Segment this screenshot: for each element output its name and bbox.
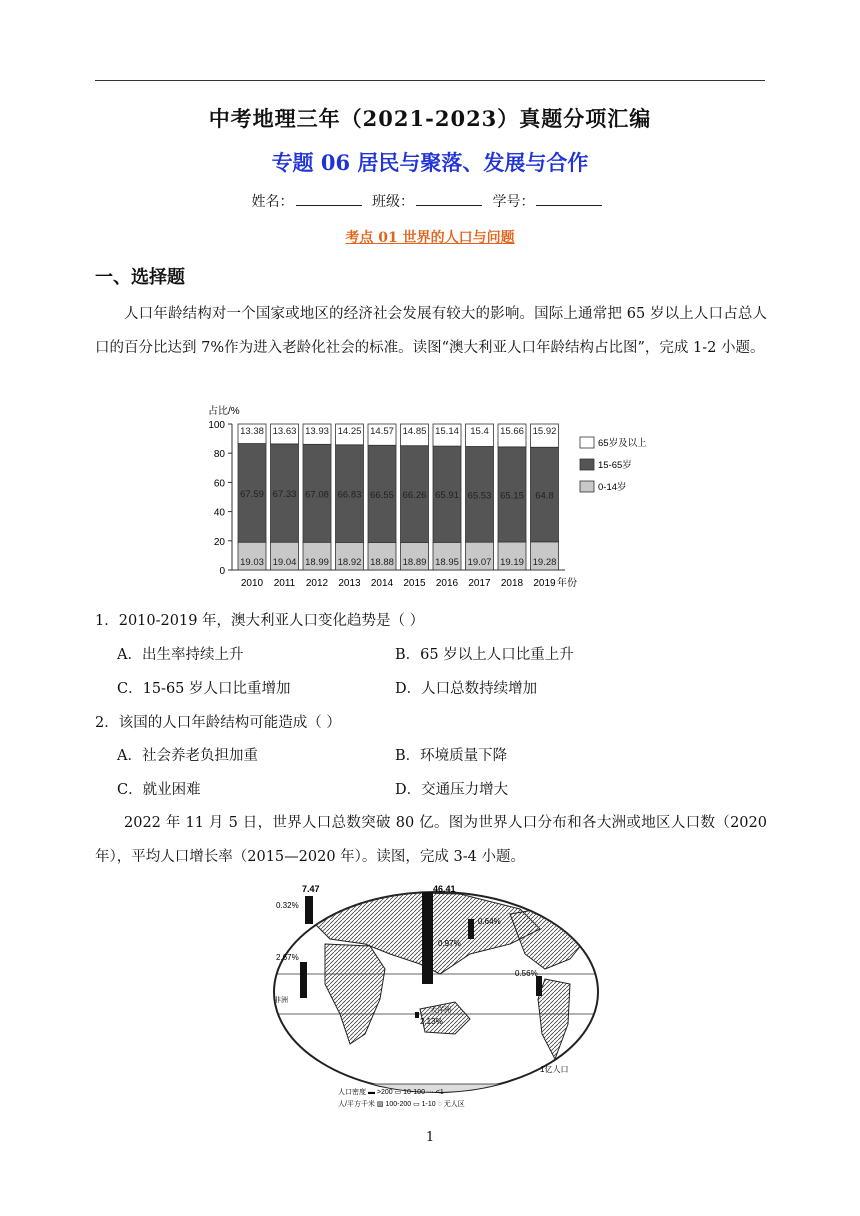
data-label: 65.91 xyxy=(435,490,459,502)
data-label: 19.19 xyxy=(500,557,524,568)
data-label: 67.59 xyxy=(240,488,264,500)
map-label: 46.41 xyxy=(433,884,456,894)
section-title: 一、选择题 xyxy=(95,267,185,288)
legend-swatch xyxy=(580,437,594,448)
y-tick-label: 80 xyxy=(213,449,225,461)
data-label: 67.08 xyxy=(305,489,329,501)
map-label: 2.67% xyxy=(276,953,299,962)
class-label: 班级： xyxy=(372,194,414,210)
map-label: 大洋洲 xyxy=(430,1007,451,1014)
namerica-pop-bar xyxy=(468,919,474,939)
doc-title: 中考地理三年（2021-2023）真题分项汇编 xyxy=(208,106,652,131)
legend-swatch xyxy=(580,459,594,470)
data-label: 18.95 xyxy=(435,557,459,568)
y-tick-label: 100 xyxy=(208,420,225,431)
data-label: 18.99 xyxy=(305,557,329,568)
map-label: 0.56% xyxy=(515,969,538,978)
map-svg xyxy=(270,884,602,1112)
q1-option-a[interactable]: A．出生率持续上升 xyxy=(117,647,244,663)
legend-label: 0-14岁 xyxy=(598,482,627,493)
data-label: 14.57 xyxy=(370,426,394,437)
data-label: 19.03 xyxy=(240,557,264,568)
data-label: 19.04 xyxy=(272,557,297,568)
header-rule xyxy=(95,80,765,81)
map-legend-right: 1亿人口 xyxy=(540,1065,569,1074)
id-label: 学号： xyxy=(492,194,535,210)
q2-option-d[interactable]: D．交通压力增大 xyxy=(395,782,509,798)
intro-paragraph-2: 2022 年 11 月 5 日，世界人口总数突破 80 亿。图为世界人口分布和各大洲或地区人口数（2020 年），平均人口增长率（2015—2020 年）。读图，完成 3-4 小题。 xyxy=(95,815,767,865)
y-tick-label: 60 xyxy=(213,478,225,490)
data-label: 13.63 xyxy=(272,426,297,437)
x-tick-label: 2013 xyxy=(338,578,361,589)
map-label: 2.13% xyxy=(420,1017,443,1026)
x-tick-label: 2010 xyxy=(240,578,264,589)
id-blank[interactable] xyxy=(536,193,602,206)
q1-option-d[interactable]: D．人口总数持续增加 xyxy=(395,681,538,697)
data-label: 66.26 xyxy=(402,490,427,502)
data-label: 13.38 xyxy=(240,426,264,437)
question-1-stem: 1．2010-2019 年，澳大利亚人口变化趋势是（ ） xyxy=(95,613,425,629)
page-number: 1 xyxy=(425,1130,435,1145)
y-tick-label: 20 xyxy=(213,536,225,548)
data-label: 18.92 xyxy=(337,557,362,568)
x-tick-label: 2014 xyxy=(370,578,394,589)
q2-option-b[interactable]: B．环境质量下降 xyxy=(395,748,508,764)
chart-svg xyxy=(200,402,670,592)
map-label: 非洲 xyxy=(274,997,288,1004)
data-label: 66.55 xyxy=(370,489,394,501)
data-label: 13.93 xyxy=(305,426,329,437)
x-tick-label: 2011 xyxy=(273,578,296,589)
x-tick-label: 2015 xyxy=(403,578,426,589)
q2-option-c[interactable]: C．就业困难 xyxy=(117,782,201,798)
kaodian-heading xyxy=(0,227,860,247)
y-tick-label: 40 xyxy=(213,507,225,519)
data-label: 15.92 xyxy=(532,426,557,437)
data-label: 15.66 xyxy=(500,426,524,437)
data-label: 14.25 xyxy=(337,426,362,437)
asia-pop-bar xyxy=(422,892,433,984)
intro-paragraph-1: 人口年龄结构对一个国家或地区的经济社会发展有较大的影响。国际上通常把 65 岁以上人口占总人口的百分比达到 7%作为进入老龄化社会的标准。读图“澳大利亚人口年龄结构占比图”，完成 1-2 小题。 xyxy=(95,306,767,356)
data-label: 67.33 xyxy=(272,489,297,501)
data-label: 14.85 xyxy=(402,426,427,437)
map-label: 0.32% xyxy=(276,901,299,910)
name-label: 姓名： xyxy=(251,194,294,210)
kaodian-label: 考点 01 世界的人口与问题 xyxy=(345,230,515,246)
x-unit-label: 年份 xyxy=(557,578,577,589)
x-tick-label: 2018 xyxy=(500,578,524,589)
data-label: 65.53 xyxy=(467,490,492,502)
q1-option-b[interactable]: B．65 岁以上人口比重上升 xyxy=(395,647,574,663)
q2-option-a[interactable]: A．社会养老负担加重 xyxy=(117,748,258,764)
student-fields xyxy=(0,191,860,211)
data-label: 65.15 xyxy=(500,490,524,502)
y-axis-label: 占比/% xyxy=(208,406,240,417)
data-label: 15.14 xyxy=(435,426,459,437)
legend-label: 65岁及以上 xyxy=(598,438,647,449)
map-legend-row1: 人口密度 ▬ >200 ▭ 10-100 ⋯ <1 xyxy=(338,1089,444,1096)
world-population-map xyxy=(270,884,602,1112)
map-label: 0.97% xyxy=(438,939,461,948)
legend-label: 15-65岁 xyxy=(598,460,632,471)
x-tick-label: 2017 xyxy=(468,578,491,589)
x-tick-label: 2012 xyxy=(305,578,329,589)
q1-option-c[interactable]: C．15-65 岁人口比重增加 xyxy=(117,681,291,697)
age-structure-chart xyxy=(200,402,670,592)
map-label: 7.47 xyxy=(302,884,320,894)
samerica-pop-bar xyxy=(536,976,542,996)
africa-pop-bar xyxy=(300,962,307,998)
europe-pop-bar xyxy=(305,896,313,924)
data-label: 15.4 xyxy=(470,426,489,437)
y-tick-label: 0 xyxy=(219,566,225,577)
x-tick-label: 2016 xyxy=(435,578,459,589)
map-label: 0.64% xyxy=(478,917,501,926)
data-label: 18.88 xyxy=(370,557,394,568)
data-label: 18.89 xyxy=(402,557,427,568)
class-blank[interactable] xyxy=(416,193,482,206)
map-legend-row2: 人/平方千米 ▨ 100-200 ▭ 1-10 ◌ 无人区 xyxy=(338,1101,465,1108)
legend-swatch xyxy=(580,481,594,492)
name-blank[interactable] xyxy=(296,193,362,206)
x-tick-label: 2019 xyxy=(533,578,556,589)
question-2-stem: 2．该国的人口年龄结构可能造成（ ） xyxy=(95,715,341,731)
data-label: 19.07 xyxy=(467,557,492,568)
data-label: 66.83 xyxy=(337,489,362,501)
doc-subtitle: 专题 06 居民与聚落、发展与合作 xyxy=(271,150,589,175)
data-label: 64.8 xyxy=(535,490,554,502)
data-label: 19.28 xyxy=(532,557,557,568)
oceania-pop-bar xyxy=(415,1012,419,1018)
